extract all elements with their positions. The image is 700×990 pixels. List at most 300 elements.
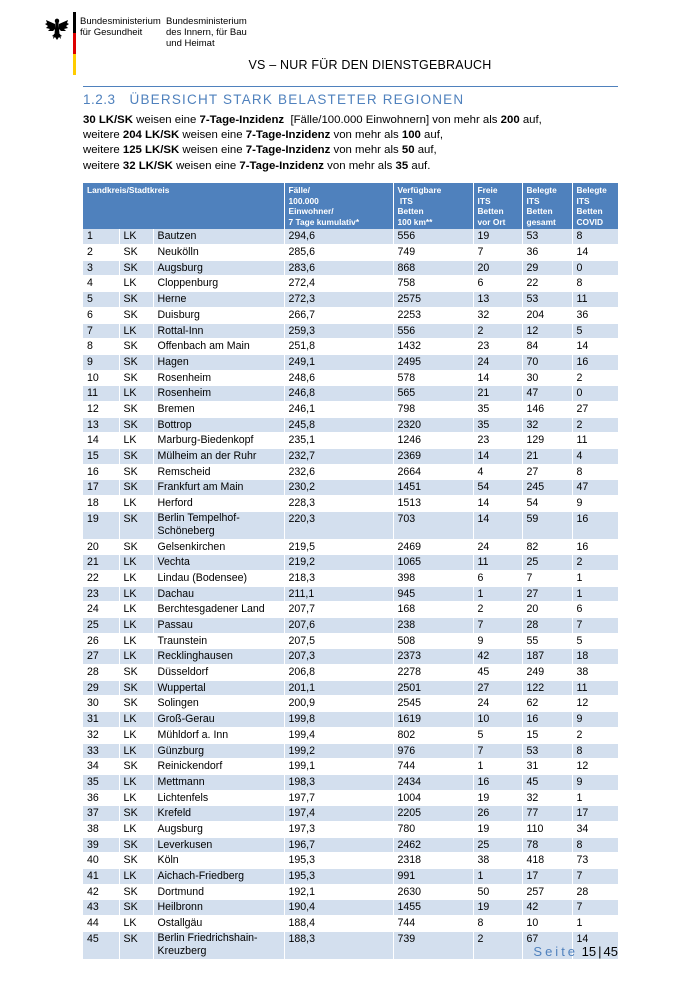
covid-icu-beds: 8 xyxy=(572,276,618,292)
available-icu-beds: 991 xyxy=(393,869,473,885)
available-icu-beds: 758 xyxy=(393,276,473,292)
district-type: SK xyxy=(119,931,153,959)
district-type: LK xyxy=(119,276,153,292)
district-name: Cloppenburg xyxy=(153,276,284,292)
table-row xyxy=(83,292,618,308)
available-icu-beds: 2278 xyxy=(393,665,473,681)
district-name: Groß-Gerau xyxy=(153,712,284,728)
summary-line: weitere 125 LK/SK weisen eine 7-Tage-Inzidenz von mehr als 50 auf, xyxy=(83,144,437,157)
available-icu-beds: 2545 xyxy=(393,696,473,712)
covid-icu-beds: 11 xyxy=(572,292,618,308)
incidence: 272,4 xyxy=(284,276,393,292)
row-number: 34 xyxy=(83,759,119,775)
district-type: LK xyxy=(119,633,153,649)
occupied-icu-beds: 77 xyxy=(522,806,572,822)
table-row xyxy=(83,618,618,634)
available-icu-beds: 2320 xyxy=(393,417,473,433)
table-row xyxy=(83,821,618,837)
table-row xyxy=(83,774,618,790)
district-name: Rosenheim xyxy=(153,386,284,402)
district-type: LK xyxy=(119,586,153,602)
district-name: Heilbronn xyxy=(153,900,284,916)
table-row xyxy=(83,633,618,649)
table-row xyxy=(83,245,618,261)
row-number: 15 xyxy=(83,449,119,465)
district-type: SK xyxy=(119,292,153,308)
district-name: Krefeld xyxy=(153,806,284,822)
row-number: 26 xyxy=(83,633,119,649)
occupied-icu-beds: 249 xyxy=(522,665,572,681)
covid-icu-beds: 16 xyxy=(572,539,618,555)
available-icu-beds: 2495 xyxy=(393,354,473,370)
district-type: LK xyxy=(119,323,153,339)
free-icu-beds: 23 xyxy=(473,339,522,355)
table-row xyxy=(83,853,618,869)
summary-line: weitere 204 LK/SK weisen eine 7-Tage-Inzidenz von mehr als 100 auf, xyxy=(83,129,444,142)
occupied-icu-beds: 47 xyxy=(522,386,572,402)
covid-icu-beds: 73 xyxy=(572,853,618,869)
table-row xyxy=(83,696,618,712)
free-icu-beds: 42 xyxy=(473,649,522,665)
incidence: 195,3 xyxy=(284,869,393,885)
table-row xyxy=(83,323,618,339)
incidence: 235,1 xyxy=(284,433,393,449)
classification-banner: VS – NUR FÜR DEN DIENSTGEBRAUCH xyxy=(248,58,492,72)
district-name: Mülheim an der Ruhr xyxy=(153,449,284,465)
row-number: 27 xyxy=(83,649,119,665)
summary-line: 30 LK/SK weisen eine 7-Tage-Inzidenz [Fälle/100.000 Einwohnern] von mehr als 200 auf, xyxy=(83,114,542,126)
free-icu-beds: 16 xyxy=(473,774,522,790)
available-icu-beds: 868 xyxy=(393,260,473,276)
ministry-interior-name: Bundesministerium des Innern, für Bau und Heimat xyxy=(166,16,247,49)
occupied-icu-beds: 53 xyxy=(522,292,572,308)
covid-icu-beds: 14 xyxy=(572,339,618,355)
row-number: 16 xyxy=(83,464,119,480)
free-icu-beds: 35 xyxy=(473,417,522,433)
covid-icu-beds: 16 xyxy=(572,354,618,370)
free-icu-beds: 20 xyxy=(473,260,522,276)
incidence: 197,7 xyxy=(284,790,393,806)
incidence: 251,8 xyxy=(284,339,393,355)
table-row xyxy=(83,570,618,586)
covid-icu-beds: 4 xyxy=(572,449,618,465)
row-number: 24 xyxy=(83,602,119,618)
district-type: SK xyxy=(119,806,153,822)
row-number: 42 xyxy=(83,884,119,900)
ministry-health-name: Bundesministerium für Gesundheit xyxy=(80,16,161,38)
table-row xyxy=(83,665,618,681)
table-row xyxy=(83,539,618,555)
incidence: 207,6 xyxy=(284,618,393,634)
available-icu-beds: 2434 xyxy=(393,774,473,790)
region-table xyxy=(83,183,619,960)
district-name: Duisburg xyxy=(153,307,284,323)
available-icu-beds: 802 xyxy=(393,727,473,743)
district-type: LK xyxy=(119,386,153,402)
occupied-icu-beds: 25 xyxy=(522,555,572,571)
free-icu-beds: 38 xyxy=(473,853,522,869)
district-name: Remscheid xyxy=(153,464,284,480)
district-name: Lichtenfels xyxy=(153,790,284,806)
available-icu-beds: 2253 xyxy=(393,307,473,323)
available-icu-beds: 2501 xyxy=(393,680,473,696)
district-type: SK xyxy=(119,245,153,261)
district-type: SK xyxy=(119,900,153,916)
free-icu-beds: 23 xyxy=(473,433,522,449)
incidence: 207,5 xyxy=(284,633,393,649)
covid-icu-beds: 2 xyxy=(572,555,618,571)
free-icu-beds: 11 xyxy=(473,555,522,571)
available-icu-beds: 749 xyxy=(393,245,473,261)
incidence: 220,3 xyxy=(284,511,393,539)
table-row xyxy=(83,602,618,618)
incidence: 197,4 xyxy=(284,806,393,822)
district-type: SK xyxy=(119,260,153,276)
incidence: 245,8 xyxy=(284,417,393,433)
occupied-icu-beds: 36 xyxy=(522,245,572,261)
free-icu-beds: 32 xyxy=(473,307,522,323)
table-row xyxy=(83,586,618,602)
covid-icu-beds: 16 xyxy=(572,511,618,539)
available-icu-beds: 976 xyxy=(393,743,473,759)
occupied-icu-beds: 53 xyxy=(522,229,572,244)
incidence: 188,3 xyxy=(284,931,393,959)
district-type: LK xyxy=(119,229,153,244)
incidence: 285,6 xyxy=(284,245,393,261)
covid-icu-beds: 34 xyxy=(572,821,618,837)
available-icu-beds: 1513 xyxy=(393,496,473,512)
table-row xyxy=(83,511,618,539)
table-row xyxy=(83,916,618,932)
free-icu-beds: 50 xyxy=(473,884,522,900)
covid-icu-beds: 1 xyxy=(572,916,618,932)
occupied-icu-beds: 204 xyxy=(522,307,572,323)
row-number: 30 xyxy=(83,696,119,712)
district-name: Berchtesgadener Land xyxy=(153,602,284,618)
row-number: 11 xyxy=(83,386,119,402)
available-icu-beds: 238 xyxy=(393,618,473,634)
district-type: LK xyxy=(119,727,153,743)
row-number: 3 xyxy=(83,260,119,276)
district-type: LK xyxy=(119,712,153,728)
row-number: 13 xyxy=(83,417,119,433)
available-icu-beds: 565 xyxy=(393,386,473,402)
district-name: Dachau xyxy=(153,586,284,602)
district-type: LK xyxy=(119,774,153,790)
free-icu-beds: 19 xyxy=(473,229,522,244)
occupied-icu-beds: 54 xyxy=(522,496,572,512)
free-icu-beds: 24 xyxy=(473,696,522,712)
district-type: LK xyxy=(119,496,153,512)
district-name: Offenbach am Main xyxy=(153,339,284,355)
occupied-icu-beds: 30 xyxy=(522,370,572,386)
district-type: SK xyxy=(119,464,153,480)
incidence: 248,6 xyxy=(284,370,393,386)
covid-icu-beds: 7 xyxy=(572,900,618,916)
col-header-free-icu: Freie ITS Betten vor Ort xyxy=(473,183,522,229)
district-name: Berlin Tempelhof-Schöneberg xyxy=(153,511,284,539)
table-row xyxy=(83,276,618,292)
row-number: 6 xyxy=(83,307,119,323)
row-number: 20 xyxy=(83,539,119,555)
occupied-icu-beds: 27 xyxy=(522,586,572,602)
free-icu-beds: 14 xyxy=(473,370,522,386)
covid-icu-beds: 5 xyxy=(572,633,618,649)
district-name: Herne xyxy=(153,292,284,308)
district-name: Rosenheim xyxy=(153,370,284,386)
row-number: 17 xyxy=(83,480,119,496)
covid-icu-beds: 1 xyxy=(572,570,618,586)
section-number: 1.2.3 xyxy=(83,92,116,107)
incidence: 272,3 xyxy=(284,292,393,308)
district-name: Aichach-Friedberg xyxy=(153,869,284,885)
occupied-icu-beds: 187 xyxy=(522,649,572,665)
free-icu-beds: 1 xyxy=(473,869,522,885)
covid-icu-beds: 2 xyxy=(572,727,618,743)
incidence: 206,8 xyxy=(284,665,393,681)
covid-icu-beds: 38 xyxy=(572,665,618,681)
covid-icu-beds: 7 xyxy=(572,869,618,885)
covid-icu-beds: 11 xyxy=(572,433,618,449)
occupied-icu-beds: 28 xyxy=(522,618,572,634)
table-row xyxy=(83,884,618,900)
district-type: LK xyxy=(119,649,153,665)
free-icu-beds: 14 xyxy=(473,511,522,539)
row-number: 25 xyxy=(83,618,119,634)
district-type: LK xyxy=(119,602,153,618)
district-type: SK xyxy=(119,696,153,712)
available-icu-beds: 744 xyxy=(393,759,473,775)
covid-icu-beds: 9 xyxy=(572,712,618,728)
covid-icu-beds: 2 xyxy=(572,417,618,433)
free-icu-beds: 2 xyxy=(473,602,522,618)
table-row xyxy=(83,480,618,496)
section-heading xyxy=(83,92,464,107)
free-icu-beds: 7 xyxy=(473,743,522,759)
occupied-icu-beds: 82 xyxy=(522,539,572,555)
row-number: 5 xyxy=(83,292,119,308)
table-row xyxy=(83,496,618,512)
district-name: Leverkusen xyxy=(153,837,284,853)
row-number: 33 xyxy=(83,743,119,759)
district-name: Mettmann xyxy=(153,774,284,790)
available-icu-beds: 1432 xyxy=(393,339,473,355)
covid-icu-beds: 0 xyxy=(572,386,618,402)
free-icu-beds: 10 xyxy=(473,712,522,728)
occupied-icu-beds: 84 xyxy=(522,339,572,355)
available-icu-beds: 508 xyxy=(393,633,473,649)
row-number: 22 xyxy=(83,570,119,586)
free-icu-beds: 7 xyxy=(473,618,522,634)
incidence: 195,3 xyxy=(284,853,393,869)
row-number: 45 xyxy=(83,931,119,959)
incidence: 199,4 xyxy=(284,727,393,743)
district-name: Augsburg xyxy=(153,260,284,276)
table-row xyxy=(83,712,618,728)
occupied-icu-beds: 20 xyxy=(522,602,572,618)
free-icu-beds: 25 xyxy=(473,837,522,853)
row-number: 14 xyxy=(83,433,119,449)
free-icu-beds: 5 xyxy=(473,727,522,743)
row-number: 8 xyxy=(83,339,119,355)
district-type: SK xyxy=(119,339,153,355)
occupied-icu-beds: 15 xyxy=(522,727,572,743)
occupied-icu-beds: 29 xyxy=(522,260,572,276)
occupied-icu-beds: 42 xyxy=(522,900,572,916)
available-icu-beds: 780 xyxy=(393,821,473,837)
section-title: ÜBERSICHT STARK BELASTETER REGIONEN xyxy=(129,92,465,107)
covid-icu-beds: 0 xyxy=(572,260,618,276)
district-name: Köln xyxy=(153,853,284,869)
available-icu-beds: 1451 xyxy=(393,480,473,496)
occupied-icu-beds: 78 xyxy=(522,837,572,853)
occupied-icu-beds: 7 xyxy=(522,570,572,586)
district-type: LK xyxy=(119,433,153,449)
table-row xyxy=(83,370,618,386)
free-icu-beds: 26 xyxy=(473,806,522,822)
flag-stripe-red xyxy=(73,33,76,54)
incidence: 283,6 xyxy=(284,260,393,276)
row-number: 44 xyxy=(83,916,119,932)
incidence: 190,4 xyxy=(284,900,393,916)
table-row xyxy=(83,759,618,775)
district-type: SK xyxy=(119,539,153,555)
row-number: 43 xyxy=(83,900,119,916)
row-number: 28 xyxy=(83,665,119,681)
available-icu-beds: 2630 xyxy=(393,884,473,900)
row-number: 41 xyxy=(83,869,119,885)
occupied-icu-beds: 70 xyxy=(522,354,572,370)
row-number: 9 xyxy=(83,354,119,370)
col-header-available-icu: Verfügbare ITS Betten 100 km** xyxy=(393,183,473,229)
district-name: Dortmund xyxy=(153,884,284,900)
incidence: 218,3 xyxy=(284,570,393,586)
row-number: 12 xyxy=(83,401,119,417)
occupied-icu-beds: 45 xyxy=(522,774,572,790)
covid-icu-beds: 8 xyxy=(572,743,618,759)
summary-paragraph xyxy=(83,113,623,174)
occupied-icu-beds: 146 xyxy=(522,401,572,417)
district-name: Günzburg xyxy=(153,743,284,759)
district-name: Frankfurt am Main xyxy=(153,480,284,496)
district-type: LK xyxy=(119,869,153,885)
available-icu-beds: 1004 xyxy=(393,790,473,806)
col-header-occupied-icu: Belegte ITS Betten gesamt xyxy=(522,183,572,229)
page-number: 15 xyxy=(581,944,597,959)
covid-icu-beds: 12 xyxy=(572,759,618,775)
free-icu-beds: 14 xyxy=(473,496,522,512)
incidence: 199,8 xyxy=(284,712,393,728)
occupied-icu-beds: 129 xyxy=(522,433,572,449)
free-icu-beds: 4 xyxy=(473,464,522,480)
covid-icu-beds: 6 xyxy=(572,602,618,618)
occupied-icu-beds: 62 xyxy=(522,696,572,712)
free-icu-beds: 1 xyxy=(473,586,522,602)
free-icu-beds: 2 xyxy=(473,931,522,959)
table-body xyxy=(83,229,618,959)
occupied-icu-beds: 22 xyxy=(522,276,572,292)
covid-icu-beds: 7 xyxy=(572,618,618,634)
incidence: 200,9 xyxy=(284,696,393,712)
page-separator: | xyxy=(598,944,602,959)
occupied-icu-beds: 32 xyxy=(522,790,572,806)
table-row xyxy=(83,743,618,759)
occupied-icu-beds: 21 xyxy=(522,449,572,465)
free-icu-beds: 9 xyxy=(473,633,522,649)
row-number: 29 xyxy=(83,680,119,696)
incidence: 219,5 xyxy=(284,539,393,555)
available-icu-beds: 578 xyxy=(393,370,473,386)
district-name: Marburg-Biedenkopf xyxy=(153,433,284,449)
table-row xyxy=(83,386,618,402)
table-row xyxy=(83,790,618,806)
covid-icu-beds: 5 xyxy=(572,323,618,339)
occupied-icu-beds: 31 xyxy=(522,759,572,775)
incidence: 230,2 xyxy=(284,480,393,496)
available-icu-beds: 1455 xyxy=(393,900,473,916)
table-row xyxy=(83,649,618,665)
district-type: LK xyxy=(119,916,153,932)
district-name: Augsburg xyxy=(153,821,284,837)
district-name: Solingen xyxy=(153,696,284,712)
free-icu-beds: 54 xyxy=(473,480,522,496)
incidence: 198,3 xyxy=(284,774,393,790)
table-row xyxy=(83,354,618,370)
district-name: Düsseldorf xyxy=(153,665,284,681)
table-row xyxy=(83,433,618,449)
available-icu-beds: 2205 xyxy=(393,806,473,822)
occupied-icu-beds: 67 xyxy=(522,931,572,959)
row-number: 35 xyxy=(83,774,119,790)
page-label: Seite xyxy=(533,944,579,959)
district-type: SK xyxy=(119,307,153,323)
free-icu-beds: 27 xyxy=(473,680,522,696)
incidence: 199,1 xyxy=(284,759,393,775)
table-header-row xyxy=(83,183,618,229)
covid-icu-beds: 8 xyxy=(572,837,618,853)
occupied-icu-beds: 122 xyxy=(522,680,572,696)
district-name: Bottrop xyxy=(153,417,284,433)
occupied-icu-beds: 257 xyxy=(522,884,572,900)
row-number: 7 xyxy=(83,323,119,339)
covid-icu-beds: 18 xyxy=(572,649,618,665)
district-type: LK xyxy=(119,555,153,571)
available-icu-beds: 1619 xyxy=(393,712,473,728)
covid-icu-beds: 2 xyxy=(572,370,618,386)
district-name: Reinickendorf xyxy=(153,759,284,775)
free-icu-beds: 14 xyxy=(473,449,522,465)
district-name: Traunstein xyxy=(153,633,284,649)
covid-icu-beds: 47 xyxy=(572,480,618,496)
row-number: 40 xyxy=(83,853,119,869)
table-row xyxy=(83,837,618,853)
occupied-icu-beds: 59 xyxy=(522,511,572,539)
incidence: 196,7 xyxy=(284,837,393,853)
covid-icu-beds: 1 xyxy=(572,586,618,602)
col-header-covid-icu: Belegte ITS Betten COVID xyxy=(572,183,618,229)
row-number: 36 xyxy=(83,790,119,806)
incidence: 246,1 xyxy=(284,401,393,417)
district-type: SK xyxy=(119,511,153,539)
col-header-incidence: Fälle/ 100.000 Einwohner/ 7 Tage kumulativ* xyxy=(284,183,393,229)
free-icu-beds: 2 xyxy=(473,323,522,339)
row-number: 10 xyxy=(83,370,119,386)
row-number: 21 xyxy=(83,555,119,571)
available-icu-beds: 2462 xyxy=(393,837,473,853)
table-row xyxy=(83,401,618,417)
incidence: 201,1 xyxy=(284,680,393,696)
district-type: SK xyxy=(119,354,153,370)
